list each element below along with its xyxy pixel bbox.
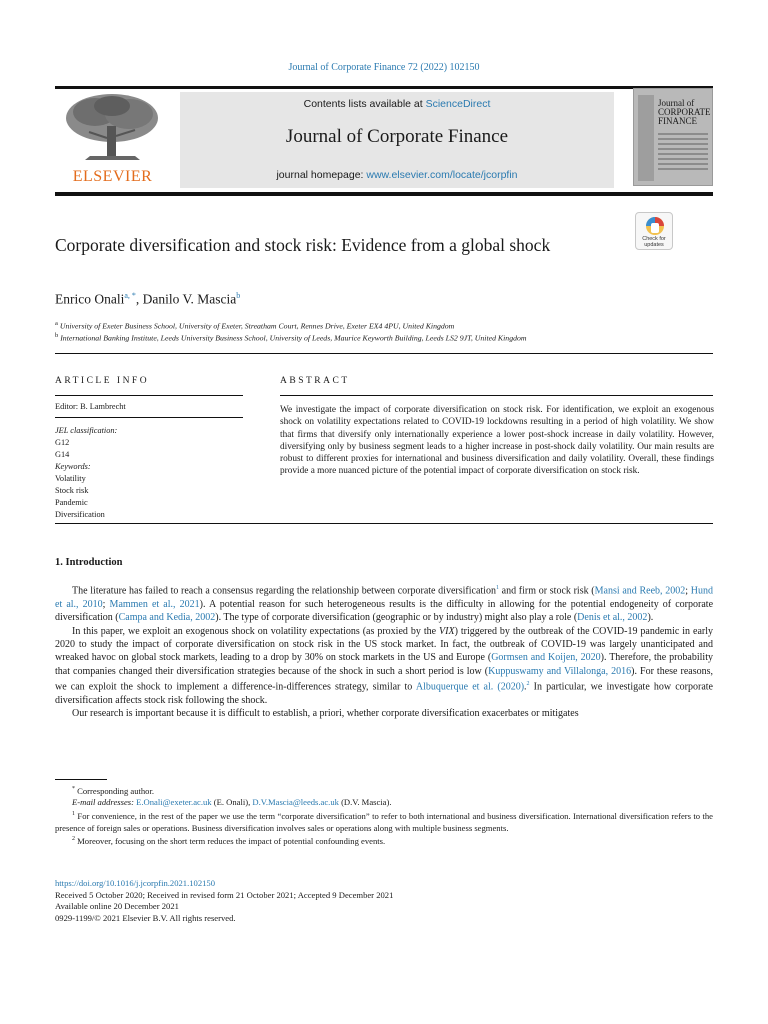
citation-link[interactable]: Gormsen and Koijen, 2020 xyxy=(491,652,601,664)
footnote-text: Corresponding author. xyxy=(77,785,155,796)
text-run: and firm or stock risk ( xyxy=(498,585,595,597)
keyword: Pandemic xyxy=(55,498,88,507)
author-name: Danilo V. Mascia xyxy=(142,291,237,307)
header-divider xyxy=(55,353,713,354)
info-rule xyxy=(55,395,243,396)
vix-term: VIX xyxy=(439,625,455,637)
journal-cover-thumbnail xyxy=(633,88,713,186)
abstract-rule xyxy=(280,395,713,396)
jel-code: G14 xyxy=(55,450,70,459)
jel-code: G12 xyxy=(55,438,70,447)
article-info-heading: ARTICLE INFO xyxy=(55,376,150,386)
publisher-name: ELSEVIER xyxy=(72,168,153,185)
text-run: ; xyxy=(102,598,110,610)
cover-strip xyxy=(638,95,654,181)
footnotes xyxy=(55,784,713,848)
elsevier-tree-icon xyxy=(55,90,170,166)
citation-link[interactable]: Mansi and Reeb, 2002 xyxy=(594,585,686,597)
email-owner: (E. Onali), xyxy=(211,797,253,808)
text-run: ; xyxy=(685,585,691,597)
author-affiliation-link[interactable]: a, * xyxy=(124,291,136,300)
publication-info xyxy=(55,878,713,924)
footnote-rule xyxy=(55,779,107,780)
affiliation-text: University of Exeter Business School, University of Exeter, Streatham Court, Rennes Drive, Exeter EX4 4PU, United Kingdom xyxy=(59,321,455,331)
text-run: In this paper, we exploit an exogenous shock on volatility expectations (as proxied by the xyxy=(72,625,440,637)
journal-title: Journal of Corporate Finance xyxy=(285,126,509,147)
author-separator: , xyxy=(135,291,143,307)
paragraph xyxy=(55,582,713,625)
author-name: Enrico Onali xyxy=(55,291,125,307)
contents-line xyxy=(180,98,614,110)
text-run: ). A potential reason for such heterogeneous results is the difficulty in allowing for the potential endogeneity of corporate diversification ( xyxy=(55,598,714,624)
footnote-link[interactable]: 2 xyxy=(526,681,530,688)
abstract-bottom-rule xyxy=(55,523,713,524)
copyright: 0929-1199/© 2021 Elsevier B.V. All rights reserved. xyxy=(55,912,236,923)
text-run: ). The type of corporate diversification (geographic or by industry) might also play a role ( xyxy=(215,612,578,624)
paragraph xyxy=(55,625,713,708)
corresponding-author-note xyxy=(55,784,713,797)
email-label: E-mail addresses: xyxy=(72,797,137,808)
footnote-text: Moreover, focusing on the short term reduces the impact of potential confounding events. xyxy=(75,835,386,846)
keyword: Stock risk xyxy=(55,486,89,495)
check-for-updates-label: Check for updates xyxy=(642,236,666,248)
cover-lines xyxy=(658,133,708,173)
paragraph: Our research is important because it is difficult to establish, a priori, whether corporate diversification exacerbates or mitigates xyxy=(72,708,579,720)
section-heading-introduction: 1. Introduction xyxy=(55,557,123,568)
text-run: ). For these reasons, we can exploit the shock to implement a difference-in-differences strategy, similar to xyxy=(55,665,713,693)
citation-link[interactable]: Mammen et al., 2021 xyxy=(109,598,200,610)
check-for-updates-button[interactable] xyxy=(635,212,673,250)
affiliation-a xyxy=(55,320,454,331)
check-updates-icon xyxy=(645,216,665,236)
text-run: The literature has failed to reach a consensus regarding the relationship between corporate diversification xyxy=(72,585,496,597)
received-dates: Received 5 October 2020; Received in revised form 21 October 2021; Accepted 9 December 2021 xyxy=(55,889,394,900)
citation-link[interactable]: Kuppuswamy and Villalonga, 2016 xyxy=(488,665,632,677)
text-run: ). Therefore, the probability that companies changed their diversification strategies because of the shock in such a short period is low ( xyxy=(55,652,713,677)
text-run: ) triggered by the outbreak of the COVID-19 pandemic in early 2020 to study the impact of corporate diversification on stock risk in the US stock market. In fact, the outbreak of COVID-19 was largely unanticipated and wreaked havoc on global stock markets, leading to a drop by 30% on stock markets in the US and Europe ( xyxy=(55,625,713,664)
jel-label: JEL classification: xyxy=(55,426,118,435)
doi-link[interactable]: https://doi.org/10.1016/j.jcorpfin.2021.102150 xyxy=(55,878,216,888)
text-run: . xyxy=(524,681,527,693)
abstract-heading: ABSTRACT xyxy=(280,376,350,386)
homepage-line xyxy=(180,169,614,181)
masthead-bottom-rule xyxy=(55,192,713,196)
introduction-body xyxy=(55,582,713,721)
keywords-label: Keywords: xyxy=(55,462,91,471)
footnote-link[interactable]: 1 xyxy=(495,585,499,591)
editor-line: Editor: B. Lambrecht xyxy=(55,402,126,411)
journal-reference-link[interactable]: Journal of Corporate Finance 72 (2022) 102150 xyxy=(288,62,480,73)
online-date: Available online 20 December 2021 xyxy=(55,901,179,912)
footnote-mark: 1 xyxy=(72,811,75,818)
homepage-prefix: journal homepage: xyxy=(276,169,367,181)
article-title: Corporate diversification and stock risk: Evidence from a global shock xyxy=(55,235,551,255)
affiliation-text: International Banking Institute, Leeds University Business School, University of Leeds, Maurice Keyworth Building, Leeds LS2 9JT, United Kingdom xyxy=(60,333,527,343)
masthead-top-rule xyxy=(55,86,713,89)
citation-link[interactable]: Denis et al., 2002 xyxy=(577,612,648,624)
text-run: In particular, we investigate how corporate diversification affects stock risk following the shock. xyxy=(55,681,713,706)
footnote-2 xyxy=(55,834,713,847)
author-list xyxy=(55,291,240,308)
email-note xyxy=(55,797,713,809)
author-affiliation-link[interactable]: b xyxy=(236,291,241,300)
affiliation-mark: a xyxy=(55,320,58,327)
footnote-mark: * xyxy=(72,786,75,792)
email-link[interactable]: D.V.Mascia@leeds.ac.uk xyxy=(252,797,339,808)
footnote-mark: 2 xyxy=(72,836,75,843)
contents-prefix: Contents lists available at xyxy=(303,98,426,110)
journal-homepage-link[interactable]: www.elsevier.com/locate/jcorpfin xyxy=(366,169,518,181)
article-info-panel xyxy=(55,401,245,521)
affiliation-mark: b xyxy=(55,332,59,339)
email-link[interactable]: E.Onali@exeter.ac.uk xyxy=(136,797,212,808)
citation-link[interactable]: Albuquerque et al. (2020) xyxy=(415,681,525,693)
cover-title: Journal of CORPORATE FINANCE xyxy=(658,98,711,126)
footnote-1 xyxy=(55,809,713,834)
citation-link[interactable]: Hund et al., 2010 xyxy=(55,585,713,610)
abstract-text: We investigate the impact of corporate diversification on stock risk. For identification, we exploit an exogenous shock on volatility expectations related to COVID-19 lockdowns resulting in a period of high volatility. We show that firms that diversify only internationally experience a lower post-shock increase in daily volatility. However, diversifying only by business segment leads to a higher increase in post-shock daily volatility. Our main results are robust to different proxies for international and business diversification and daily volatility. Overall, these findings provide a more nuanced picture of the potential impact of corporate diversification on stock risk. xyxy=(280,405,714,477)
email-owner: (D.V. Mascia). xyxy=(338,797,392,808)
sciencedirect-link[interactable]: ScienceDirect xyxy=(425,98,491,110)
citation-link[interactable]: Campa and Kedia, 2002 xyxy=(118,612,216,624)
publisher-logo xyxy=(55,90,170,188)
masthead xyxy=(180,92,614,188)
keyword: Diversification xyxy=(55,510,105,519)
keyword: Volatility xyxy=(55,474,86,483)
affiliation-b xyxy=(55,332,527,343)
footnote-text: For convenience, in the rest of the paper we use the term “corporate diversification” to refer to both international and business diversification. International diversification refers to the presence of foreign sales or operations. Business diversification involves sales or operations along with multiple business segments. xyxy=(55,810,713,833)
text-run: ). xyxy=(647,612,654,624)
